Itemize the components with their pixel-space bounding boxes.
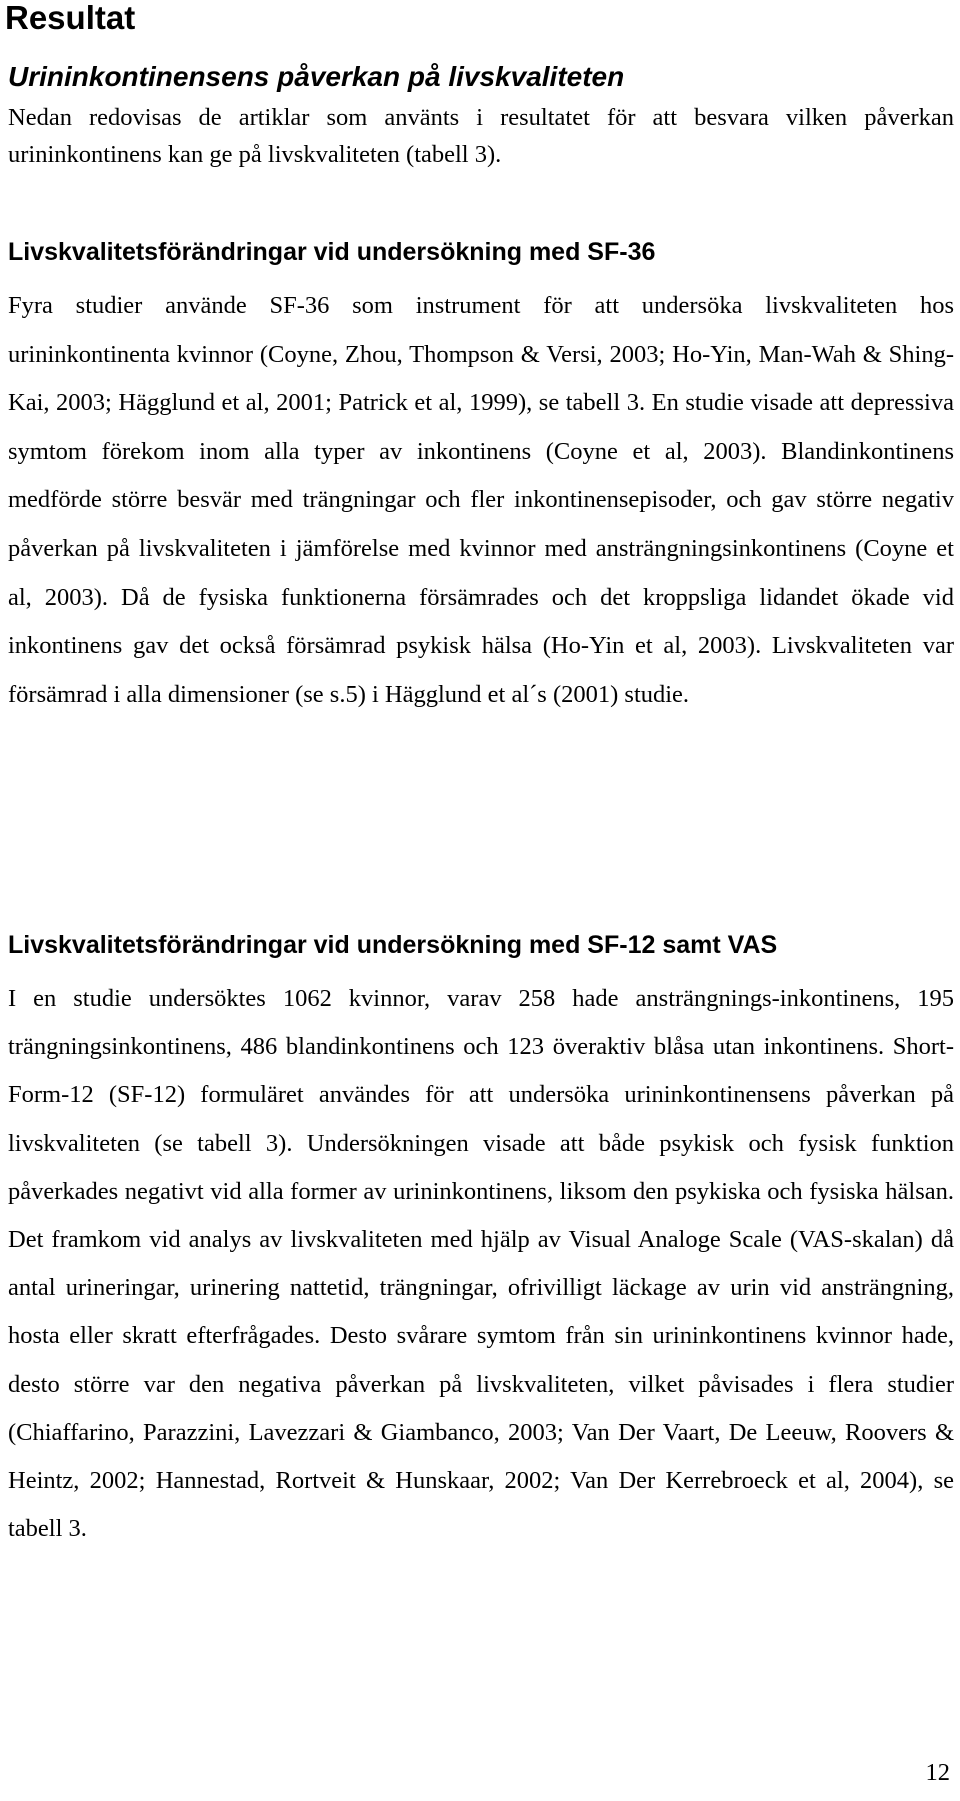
- intro-paragraph: Nedan redovisas de artiklar som använts i resultatet för att besvara vilken påverkan urininkontinens kan ge på livskvaliteten (tabell 3).: [8, 104, 954, 168]
- sf12-vas-paragraph: I en studie undersöktes 1062 kvinnor, varav 258 hade ansträngnings-inkontinens, 195 trängningsinkontinens, 486 blandinkontinens och 123 överaktiv blåsa utan inkontinens. Short-Form-12 (SF-12) formuläret användes för att undersöka urininkontinensens påverkan på livskvaliteten (se tabell 3). Undersökningen visade att både psykisk och fysisk funktion påverkades negativt vid alla former av urininkontinens, liksom den psykiska och fysiska hälsan. Det framkom vid analys av livskvaliteten med hjälp av Visual Analoge Scale (VAS-skalan) då antal urineringar, urinering nattetid, trängningar, ofrivilligt läckage av urin vid ansträngning, hosta eller skratt efterfrågades. Desto svårare symtom från sin urininkontinens kvinnor hade, desto större var den negativa påverkan på livskvaliteten, vilket påvisades i flera studier (Chiaffarino, Parazzini, Lavezzari & Giambanco, 2003; Van Der Vaart, De Leeuw, Roovers & Heintz, 2002; Hannestad, Rortveit & Hunskaar, 2002; Van Der Kerrebroeck et al, 2004), se tabell 3.: [8, 985, 954, 1543]
- page-title: Resultat: [5, 0, 136, 36]
- sf12-vas-heading: Livskvalitetsförändringar vid undersökning med SF-12 samt VAS: [8, 931, 778, 959]
- page-number: 12: [925, 1759, 950, 1786]
- sf36-paragraph: Fyra studier använde SF-36 som instrument för att undersöka livskvaliteten hos urininkontinenta kvinnor (Coyne, Zhou, Thompson & Versi, 2003; Ho-Yin, Man-Wah & Shing-Kai, 2003; Hägglund et al, 2001; Patrick et al, 1999), se tabell 3. En studie visade att depressiva symtom förekom inom alla typer av inkontinens (Coyne et al, 2003). Blandinkontinens medförde större besvär med trängningar och fler inkontinensepisoder, och gav större negativ påverkan på livskvaliteten i jämförelse med kvinnor med ansträngningsinkontinens (Coyne et al, 2003). Då de fysiska funktionerna försämrades och det kroppsliga lidandet ökade vid inkontinens gav det också försämrad psykisk hälsa (Ho-Yin et al, 2003). Livskvaliteten var försämrad i alla dimensioner (se s.5) i Hägglund et al´s (2001) studie.: [8, 292, 954, 708]
- section-subtitle: Urininkontinensens påverkan på livskvaliteten: [8, 61, 625, 92]
- sf36-heading: Livskvalitetsförändringar vid undersökning med SF-36: [8, 238, 656, 266]
